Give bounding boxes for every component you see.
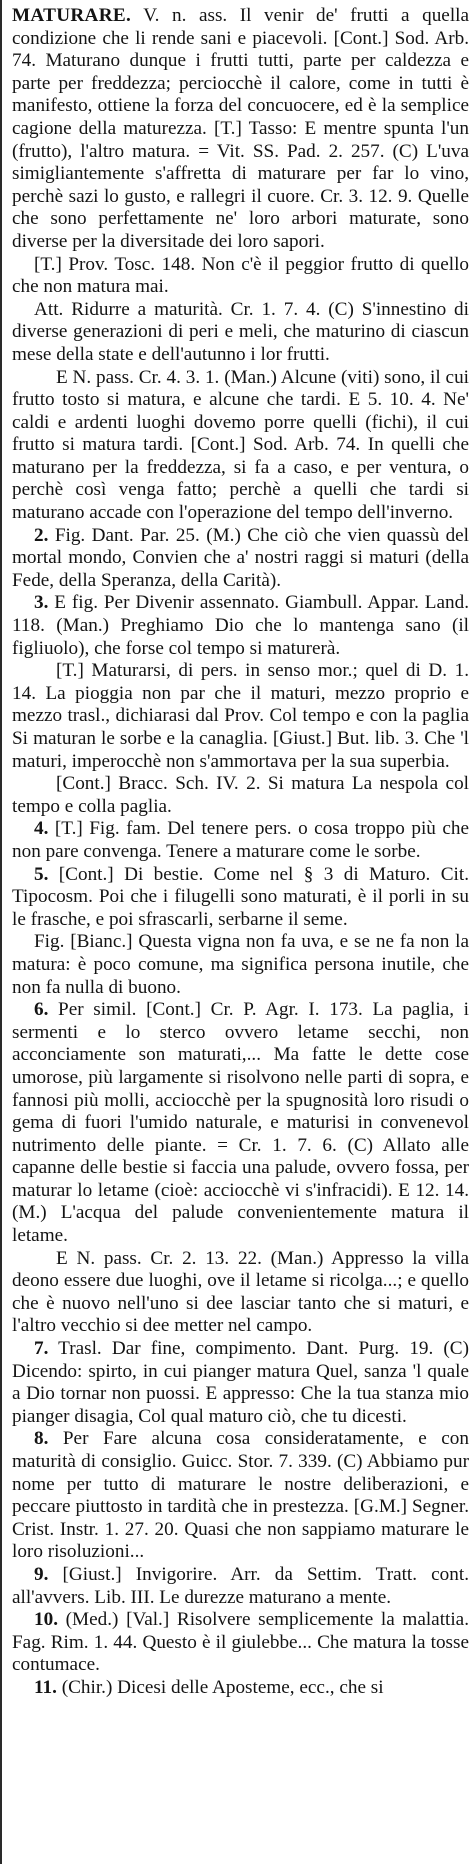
entry-paragraph-5 [12, 592, 469, 660]
sense-number-7: 7. [34, 1338, 49, 1360]
sense-number-11: 11. [34, 1676, 57, 1698]
entry-paragraph-14 [12, 1428, 469, 1564]
headword: MATURARE. [12, 5, 132, 26]
entry-paragraph-7 [12, 773, 469, 818]
paragraph-text-15: [Giust.] Invigorire. Arr. da Settim. Tratt. cont. all'avvers. Lib. III. Le durezze maturano a mente. [12, 1563, 469, 1608]
sense-number-2: 2. [34, 524, 49, 546]
entry-paragraph-9 [12, 864, 469, 932]
sense-number-3: 3. [34, 592, 49, 614]
entry-paragraph-17 [12, 1677, 469, 1700]
entry-paragraph-12 [12, 1248, 469, 1338]
entry-paragraph-16 [12, 1609, 469, 1677]
paragraph-text-6: [T.] Maturarsi, di pers. in senso mor.; quel di D. 1. 14. La pioggia non par che il maturi, mezzo proprio e mezzo trasl., dichiarasi dal Prov. Col tempo e con la paglia Si maturan le sorbe e la canaglia. [Giust.] But. lib. 3. Che 'l maturi, imperocchè non s'ammortava per la sua superbia. [12, 660, 469, 772]
paragraph-text-10: Fig. [Bianc.] Questa vigna non fa uva, e se ne fa non la matura: è poco comune, ma significa persona inutile, che non fa nulla di buono. [12, 931, 469, 998]
column-rule [0, 0, 2, 1864]
entry-maturare [12, 5, 469, 1700]
entry-paragraph-3 [12, 367, 469, 525]
paragraph-text-8: [T.] Fig. fam. Del tenere pers. o cosa troppo più che non pare convenga. Tenere a maturare come le sorbe. [12, 818, 469, 862]
paragraph-text-14: Per Fare alcuna cosa consideratamente, e con maturità di consiglio. Guicc. Stor. 7. 339. (C) Abbiamo pur nome per tutto di maturare le nostre deliberazioni, e peccare piuttosto in tardità che in prestezza. [G.M.] Segner. Crist. Instr. 1. 27. 20. Quasi che non sappiamo maturare le loro risoluzioni... [12, 1428, 469, 1563]
paragraph-text-1: [T.] Prov. Tosc. 148. Non c'è il peggior frutto di quello che non matura mai. [12, 253, 469, 298]
paragraph-text-12: E N. pass. Cr. 2. 13. 22. (Man.) Appresso la villa deono essere due luoghi, ove il letame si ricolga...; e quello che è nuovo nell'uno si dee lasciar tanto che si maturi, e l'altro vecchio si dee metter nel campo. [12, 1247, 469, 1337]
paragraph-text-13: Trasl. Dar fine, compimento. Dant. Purg. 19. (C) Dicendo: spirto, in cui pianger matura Quel, sanza 'l quale a Dio tornar non puossi. E appresso: Che la tua stanza mio pianger disagia, Col qual maturo ciò, che tu dicesti. [12, 1338, 469, 1427]
sense-number-10: 10. [34, 1609, 58, 1631]
sense-number-6: 6. [34, 999, 49, 1021]
entry-paragraph-4 [12, 525, 469, 593]
sense-number-8: 8. [34, 1428, 49, 1450]
entry-paragraph-6 [12, 660, 469, 773]
paragraph-text-16: (Med.) [Val.] Risolvere semplicemente la malattia. Fag. Rim. 1. 44. Questo è il giulebbe... Che matura la tosse contumace. [12, 1609, 469, 1676]
entry-paragraph-10 [12, 931, 469, 999]
sense-number-4: 4. [34, 818, 49, 840]
paragraph-text-11: Per simil. [Cont.] Cr. P. Agr. I. 173. La paglia, i sermenti e lo sterco ovvero letame secchi, non acconciamente son maturati,... Ma fatte le dette cose umorose, più largamente si risolvono nelle parti di sopra, e fannosi più molli, acciocchè per la spugnosità loro risudi o gema di fuori l'umido naturale, e maturisi in convenevol nutrimento delle piante. = Cr. 1. 7. 6. (C) Allato alle capanne delle bestie si faccia una palude, ovvero fossa, per maturar lo letame (cioè: acciocchè vi s'infracidi). E 12. 14. (M.) L'acqua del palude convenientemente matura il letame. [12, 999, 469, 1247]
paragraph-text-9: [Cont.] Di bestie. Come nel § 3 di Maturo. Cit. Tipocosm. Poi che i filugelli sono maturati, è il porli in su le frasche, e poi sfrascarli, serbarne il seme. [12, 863, 469, 930]
sense-number-5: 5. [34, 863, 49, 885]
sense-number-9: 9. [34, 1563, 49, 1585]
entry-paragraph-15 [12, 1564, 469, 1609]
entry-paragraph-0 [12, 5, 469, 254]
entry-paragraph-13 [12, 1338, 469, 1428]
paragraph-text-0: V. n. ass. Il venir de' frutti a quella condizione che li rende sani e piacevoli. [Cont.] Sod. Arb. 74. Maturano dunque i frutti tutti, parte per caldezza e parte per freddezza; perciocchè il calore, come in tutti è manifesto, ottiene la forza del concuocere, ed è la semplice cagione della maturezza. [T.] Tasso: E mentre spunta l'un (frutto), l'altro matura. = Vit. SS. Pad. 2. 257. (C) L'uva simigliantemente s'affretta di maturare per far lo vino, perchè sazi lo gusto, e rallegri il cuore. Cr. 3. 12. 9. Quelle che sono perfettamente ne' loro arbori maturate, sono diverse per la diversitade dei loro sapori. [12, 5, 470, 252]
paragraph-text-4: Fig. Dant. Par. 25. (M.) Che ciò che vien quassù del mortal mondo, Convien che a' nostri raggi si maturi (della Fede, della Speranza, della Carità). [12, 524, 470, 591]
paragraph-text-3: E N. pass. Cr. 4. 3. 1. (Man.) Alcune (viti) sono, il cui frutto tosto si matura, e alcune che tardi. E 5. 10. 4. Ne' caldi e ardenti luoghi dovemo porre quelli (fichi), il cui frutto si matura tardi. [Cont.] Sod. Arb. 74. In quelli che maturano per la freddezza, si fa a caso, e per ventura, o perchè così venga fatto; perchè a quelli che tardi si maturano accade con l'operazione del tempo dell'inverno. [12, 366, 469, 524]
entry-paragraph-11 [12, 999, 469, 1248]
paragraph-text-17: (Chir.) Dicesi delle Aposteme, ecc., che si [61, 1676, 384, 1698]
entry-paragraph-1 [12, 254, 469, 299]
entry-paragraph-2 [12, 299, 469, 367]
paragraph-text-7: [Cont.] Bracc. Sch. IV. 2. Si matura La nespola col tempo e colla paglia. [12, 773, 469, 817]
paragraph-text-2: Att. Ridurre a maturità. Cr. 1. 7. 4. (C) S'innestino di diverse generazioni di peri e meli, che maturino di ciascun mese della state e dell'autunno i lor frutti. [12, 298, 469, 365]
paragraph-text-5: E fig. Per Divenir assennato. Giambull. Appar. Land. 118. (Man.) Preghiamo Dio che lo mantenga sano (il figliuolo), che forse col tempo si maturerà. [12, 592, 469, 659]
entry-paragraph-8 [12, 818, 469, 863]
